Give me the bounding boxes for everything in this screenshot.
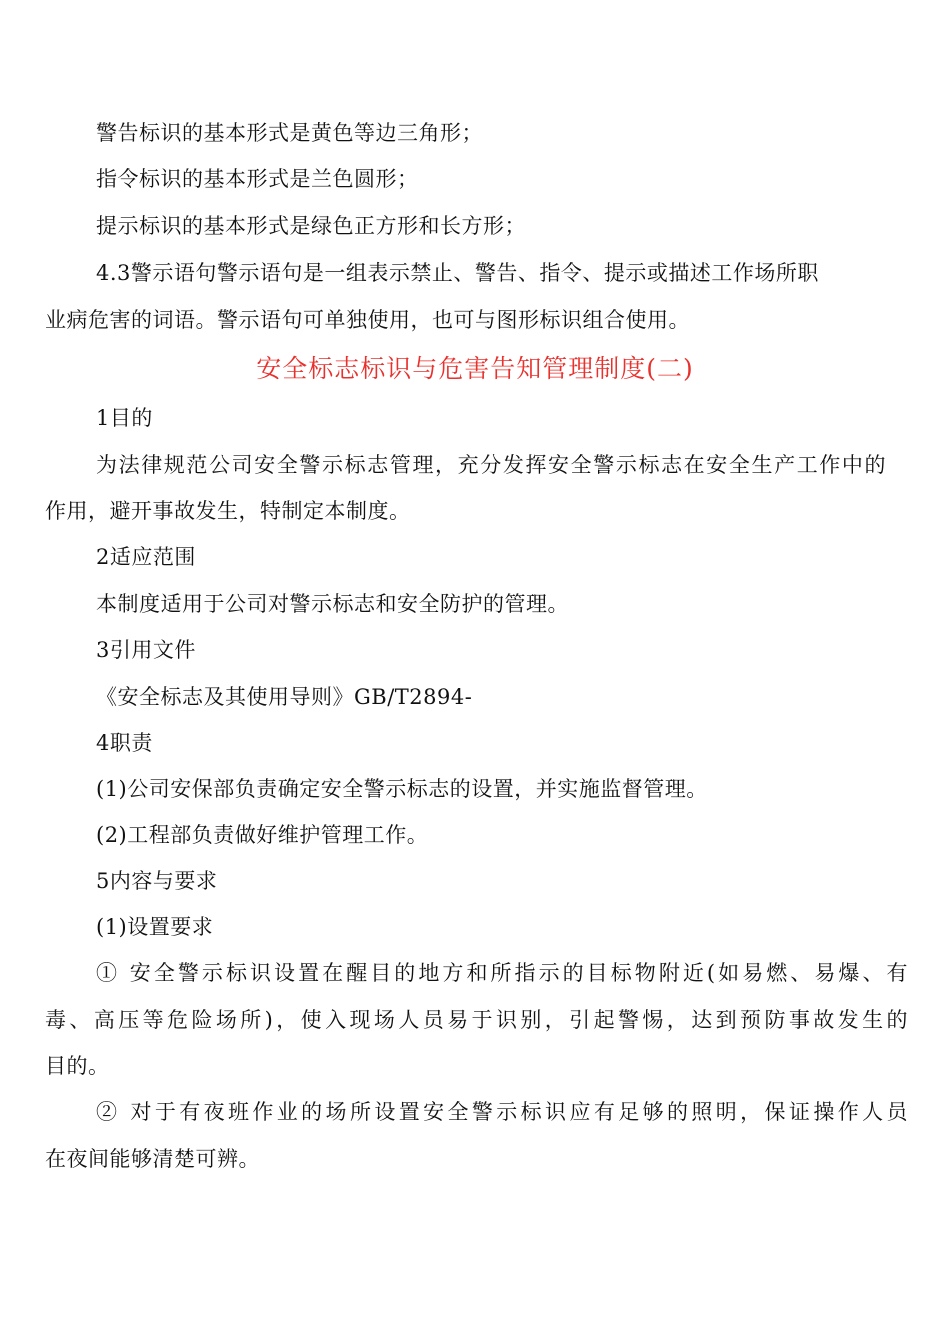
prompt-form-text: 提示标识的基本形式是绿色正方形和长方形； (96, 214, 526, 238)
requirement-1-line-1: ① 安全警示标识设置在醒目的地方和所指示的目标物附近(如易燃、易爆、有 (96, 961, 908, 985)
purpose-line-1: 为法律规范公司安全警示标志管理，充分发挥安全警示标志在安全生产工作中的 (96, 453, 886, 477)
section-4-3-line-1: 4.3警示语句警示语句是一组表示禁止、警告、指令、提示或描述工作场所职 (96, 261, 819, 285)
scope-heading: 2适应范围 (96, 545, 196, 569)
duties-item-2: (2)工程部负责做好维护管理工作。 (96, 823, 429, 847)
section-4-3-line-2: 业病危害的词语。警示语句可单独使用，也可与图形标识组合使用。 (45, 308, 690, 332)
document-title: 安全标志标识与危害告知管理制度(二) (256, 354, 694, 383)
setup-heading: (1)设置要求 (96, 915, 214, 939)
requirement-1-line-3: 目的。 (45, 1054, 110, 1078)
requirement-2-line-1: ② 对于有夜班作业的场所设置安全警示标识应有足够的照明，保证操作人员 (96, 1100, 908, 1124)
duties-heading: 4职责 (96, 731, 153, 755)
command-form-text: 指令标识的基本形式是兰色圆形； (96, 167, 419, 191)
purpose-line-2: 作用，避开事故发生，特制定本制度。 (45, 499, 411, 523)
requirement-1-line-2: 毒、高压等危险场所)，使入现场人员易于识别，引起警惕，达到预防事故发生的 (45, 1008, 908, 1032)
requirement-2-line-2: 在夜间能够清楚可辨。 (45, 1147, 260, 1171)
references-text: 《安全标志及其使用导则》GB/T2894- (96, 685, 473, 709)
scope-text: 本制度适用于公司对警示标志和安全防护的管理。 (96, 592, 569, 616)
purpose-heading: 1目的 (96, 406, 153, 430)
content-heading: 5内容与要求 (96, 869, 218, 893)
references-heading: 3引用文件 (96, 638, 196, 662)
warning-form-text: 警告标识的基本形式是黄色等边三角形； (96, 121, 483, 145)
duties-item-1: (1)公司安保部负责确定安全警示标志的设置，并实施监督管理。 (96, 777, 708, 801)
